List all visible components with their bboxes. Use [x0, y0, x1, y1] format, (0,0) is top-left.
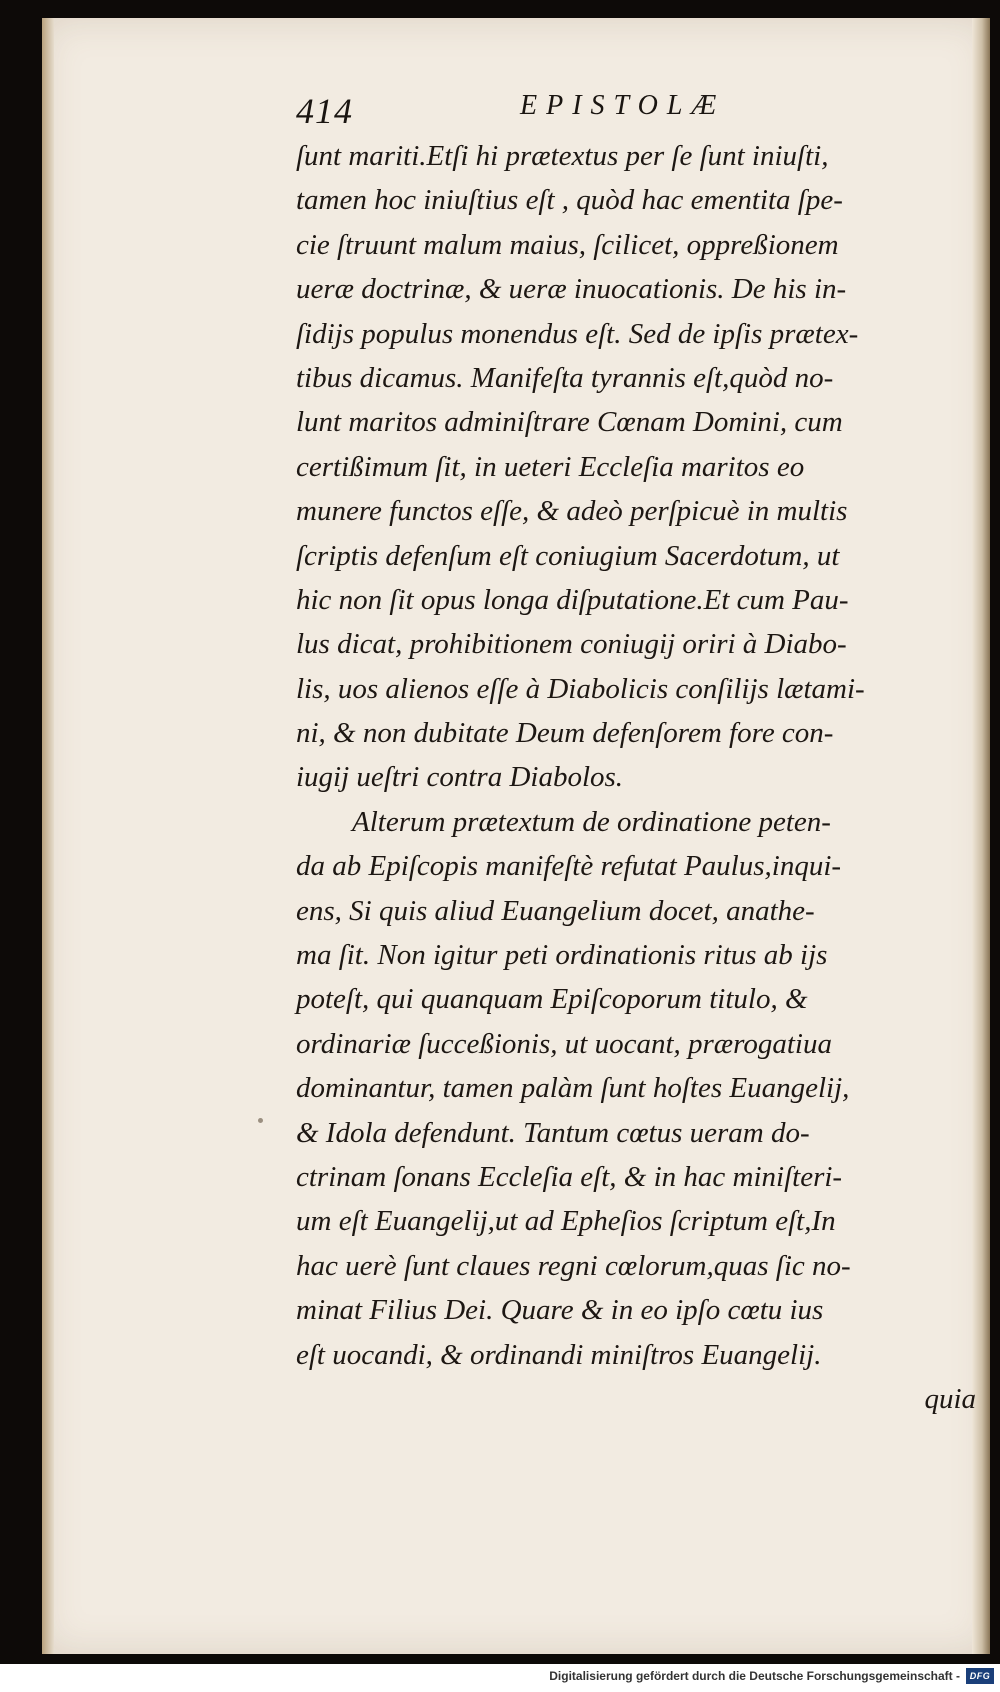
catchword: quia: [924, 1382, 976, 1415]
text-line: cie ſtruunt malum maius, ſcilicet, oppreßionem: [296, 228, 839, 261]
text-line: lis, uos alienos eſſe à Diabolicis conſilijs lætami-: [296, 672, 865, 705]
text-line: minat Filius Dei. Quare & in eo ipſo cœtu ius: [296, 1294, 824, 1327]
text-line: ens, Si quis aliud Euangelium docet, anathe-: [296, 894, 815, 927]
text-line: ctrinam ſonans Eccleſia eſt, & in hac miniſteri-: [296, 1160, 843, 1193]
text-line: poteſt, qui quanquam Epiſcoporum titulo, &: [296, 983, 808, 1016]
text-line: ordinariæ ſucceßionis, ut uocant, prærogatiua: [296, 1027, 832, 1060]
running-title: EPISTOLÆ: [520, 90, 726, 121]
text-line: da ab Epiſcopis manifeſtè refutat Paulus,inqui-: [296, 850, 842, 883]
text-line: & Idola defendunt. Tantum cœtus ueram do-: [296, 1116, 810, 1149]
text-line: eſt uocandi, & ordinandi miniſtros Euangelij.: [296, 1338, 822, 1371]
text-line: lus dicat, prohibitionem coniugij oriri à Diabo-: [296, 628, 847, 661]
page-gutter-shadow: [42, 18, 54, 1654]
text-line: ma ſit. Non igitur peti ordinationis ritus ab ijs: [296, 939, 828, 972]
text-line: um eſt Euangelij,ut ad Epheſios ſcriptum eſt,In: [296, 1205, 836, 1238]
paragraph-start-line: Alterum prætextum de ordinatione peten-: [352, 805, 831, 838]
text-line: iugij ueſtri contra Diabolos.: [296, 761, 624, 794]
text-line: ueræ doctrinæ, & ueræ inuocationis. De his in-: [296, 273, 847, 306]
page-number: 414: [296, 91, 353, 131]
dfg-logo-icon: DFG: [966, 1668, 994, 1684]
body-text: [296, 134, 978, 1421]
text-line: lunt maritos adminiſtrare Cœnam Domini, cum: [296, 406, 843, 439]
text-line: ſunt mariti.Etſi hi prætextus per ſe ſunt iniuſti,: [296, 140, 829, 172]
footer-bar: [0, 1664, 1000, 1692]
text-line: ſidijs populus monendus eſt. Sed de ipſis prætex-: [296, 317, 859, 350]
ink-speck: [258, 1118, 263, 1123]
funding-credit: Digitalisierung gefördert durch die Deutsche Forschungsgemeinschaft -: [549, 1669, 960, 1683]
text-line: tamen hoc iniuſtius eſt , quòd hac ementita ſpe-: [296, 184, 843, 217]
text-line: ni, & non dubitate Deum defenſorem fore con-: [296, 717, 834, 750]
text-line: certißimum ſit, in ueteri Eccleſia maritos eo: [296, 450, 805, 483]
text-line: hac uerè ſunt claues regni cœlorum,quas ſic no-: [296, 1249, 851, 1282]
text-line: hic non ſit opus longa diſputatione.Et cum Pau-: [296, 583, 849, 616]
text-line: tibus dicamus. Manifeſta tyrannis eſt,quòd no-: [296, 361, 834, 394]
text-line: munere functos eſſe, & adeò perſpicuè in multis: [296, 495, 848, 528]
text-line: dominantur, tamen palàm ſunt hoſtes Euangelij,: [296, 1072, 850, 1105]
text-line: ſcriptis defenſum eſt coniugium Sacerdotum, ut: [296, 539, 840, 572]
page-header: [296, 90, 766, 140]
